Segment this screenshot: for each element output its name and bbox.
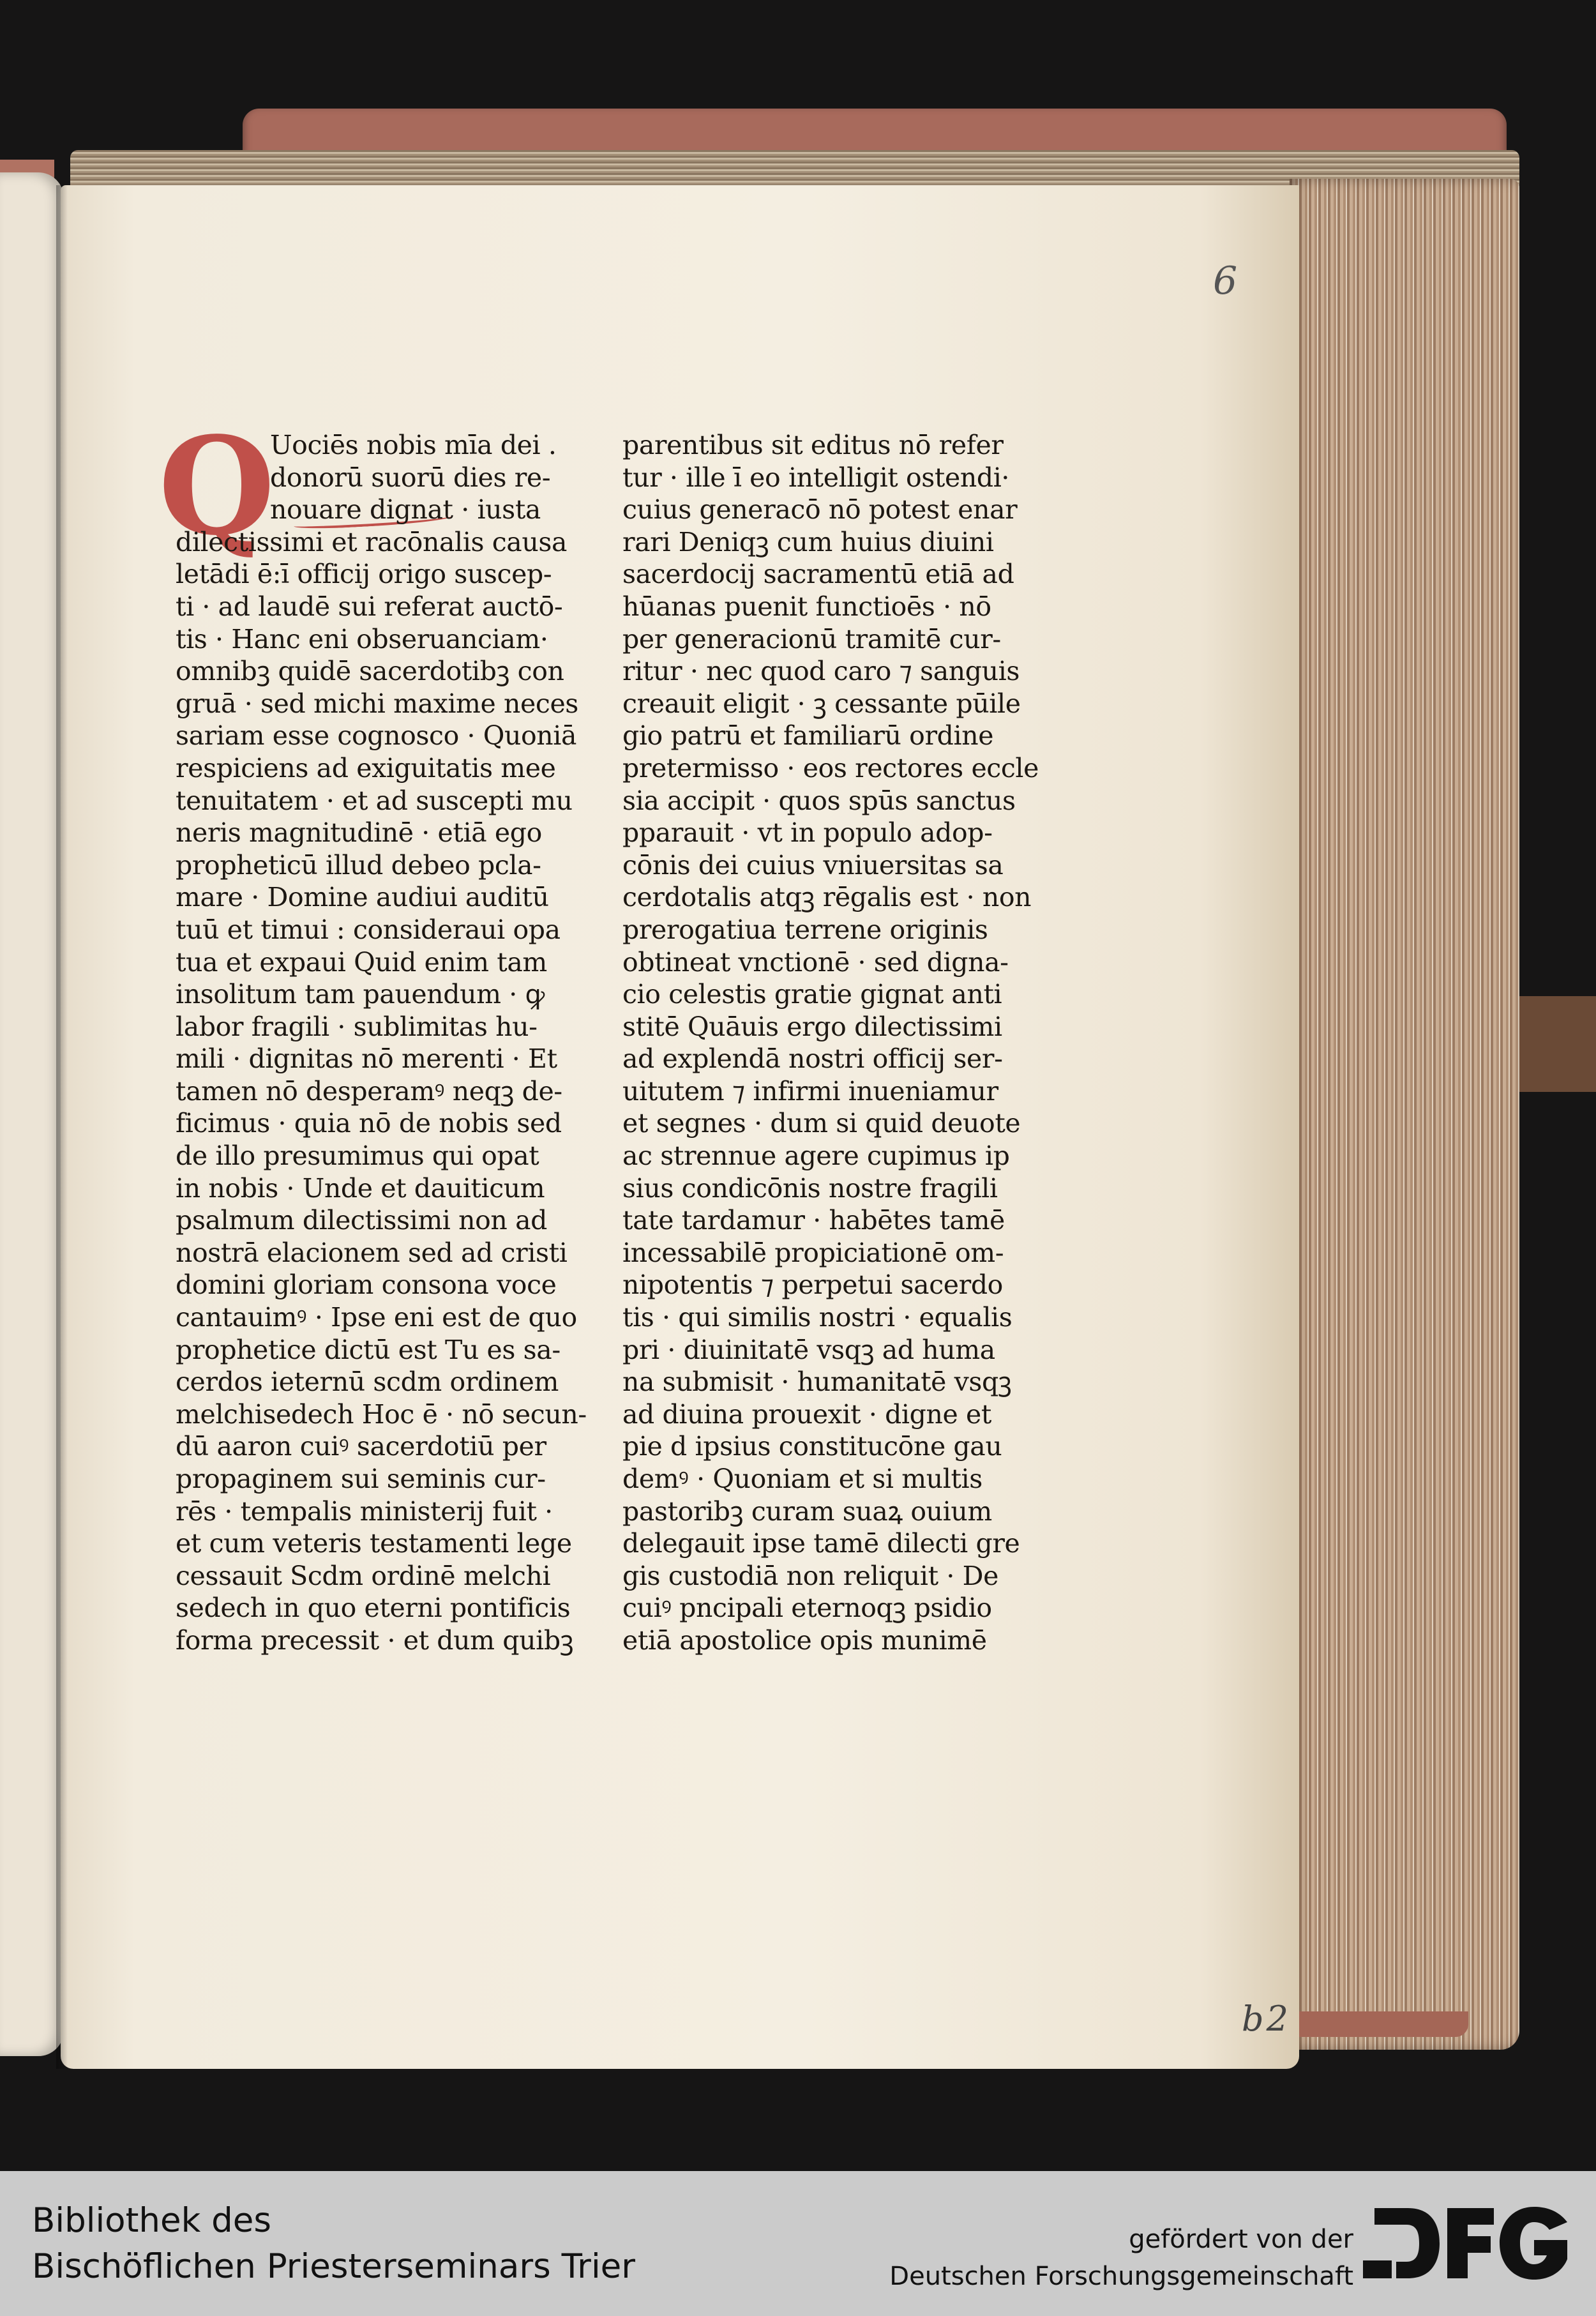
text-line: omnibꝫ quidē sacerdotibꝫ con <box>176 656 564 687</box>
text-line: cessauit Scdm ordinē melchi <box>176 1560 551 1591</box>
text-line: et segnes · dum si quid deuote <box>622 1108 1021 1139</box>
text-line: sariam esse cognosco · Quoniā <box>176 720 577 752</box>
funding-line-2: Deutschen Forschungsgemeinschaft <box>889 2262 1353 2291</box>
text-line: domini gloriam consona voce <box>176 1269 557 1301</box>
text-line: donorū suorū dies re- <box>270 462 551 493</box>
text-line: nipotentis ⁊ perpetui sacerdo <box>622 1269 1003 1301</box>
left-page-edge <box>0 172 64 2056</box>
text-line: et cum veteris testamenti lege <box>176 1528 572 1559</box>
text-line: ac strennue agere cupimus ip <box>622 1140 1010 1172</box>
text-line: tate tardamur · habētes tamē <box>622 1205 1005 1236</box>
text-line: etiā apostolice opis munimē <box>622 1624 987 1656</box>
text-line: propheticū illud debeo pcla- <box>176 849 541 881</box>
text-line: Uociēs nobis mīa dei . <box>270 430 557 460</box>
text-line: parentibus sit editus nō refer <box>622 430 1004 460</box>
gutter-shadow <box>56 185 68 2069</box>
text-line: nouare dignat · iusta <box>270 494 541 526</box>
footer-bar <box>0 2171 1596 2316</box>
text-line: pparauit · vt in populo adop- <box>622 817 993 849</box>
text-line: demꝰ · Quoniam et si multis <box>622 1464 982 1494</box>
text-line: cantauimꝰ · Ipse eni est de quo <box>176 1302 577 1333</box>
text-line: tur · ille ī eo intelligit ostendi· <box>622 462 1010 493</box>
folio-number: 6 <box>1213 259 1238 303</box>
text-line: mili · dignitas nō merenti · Et <box>176 1043 557 1075</box>
text-line: sius condicōnis nostre fragili <box>622 1172 998 1204</box>
text-line: tua et expaui Quid enim tam <box>176 946 547 978</box>
text-line: cerdotalis atqꝫ rēgalis est · non <box>622 882 1032 913</box>
text-line: obtineat vnctionē · sed digna- <box>622 946 1009 978</box>
text-line: rēs · tempalis ministerij fuit · <box>176 1495 553 1527</box>
text-line: tenuitatem · et ad suscepti mu <box>176 785 573 816</box>
text-line: tis · Hanc eni obseruanciam· <box>176 623 548 655</box>
text-line: mare · Domine audiui auditū <box>176 882 549 913</box>
text-line: propaginem sui seminis cur- <box>176 1464 546 1494</box>
text-line: tuū et timui : consideraui opa <box>176 914 561 945</box>
text-line: pie d ipsius constitucōne gau <box>622 1431 1002 1462</box>
rubricated-initial: Q <box>158 407 275 565</box>
text-line: cerdos ieternū scdm ordinem <box>176 1366 559 1398</box>
text-column-left <box>176 429 587 1657</box>
text-line: melchisedech Hoc ē · nō secun- <box>176 1398 587 1430</box>
text-line: ficimus · quia nō de nobis sed <box>176 1108 562 1139</box>
text-line: tis · qui similis nostri · equalis <box>622 1302 1013 1333</box>
text-line: rari Deniqꝫ cum huius diuini <box>622 526 994 557</box>
text-line: gis custodiā non reliquit · De <box>622 1560 998 1591</box>
text-line: stitē Quāuis ergo dilectissimi <box>622 1011 1002 1042</box>
text-line: sia accipit · quos spūs sanctus <box>622 785 1016 816</box>
text-line: creauit eligit · ꝫ cessante pūile <box>622 688 1021 719</box>
text-line: prerogatiua terrene originis <box>622 914 988 945</box>
text-line: cio celestis gratie gignat anti <box>622 979 1002 1010</box>
text-line: de illo presumimus qui opat <box>176 1140 539 1172</box>
text-line: uitutem ⁊ infirmi inueniamur <box>622 1075 998 1107</box>
text-line: labor fragili · sublimitas hu- <box>176 1011 538 1042</box>
page-block-fore-edge <box>1290 179 1519 2050</box>
dfg-logo <box>1363 2203 1574 2286</box>
library-line-1: Bibliothek des <box>32 2201 271 2240</box>
library-line-2: Bischöflichen Priesterseminars Trier <box>32 2247 636 2286</box>
text-line: forma precessit · et dum quibꝫ <box>176 1624 574 1656</box>
text-line: ad diuina prouexit · digne et <box>622 1398 991 1430</box>
text-line: gio patrū et familiarū ordine <box>622 720 994 752</box>
text-line: gruā · sed michi maxime neces <box>176 688 578 719</box>
funding-line-1: gefördert von der <box>1129 2225 1353 2254</box>
text-line: na submisit · humanitatē vsqꝫ <box>622 1366 1012 1398</box>
text-line: prophetice dictū est Tu es sa- <box>176 1334 561 1365</box>
signature-mark: b2 <box>1242 1999 1291 2039</box>
text-line: letādi ē:ī officij origo suscep- <box>176 559 552 590</box>
text-line: dilectissimi et racōnalis causa <box>176 526 568 557</box>
text-line: dū aaron cuiꝰ sacerdotiū per <box>176 1431 546 1462</box>
text-line: pri · diuinitatē vsqꝫ ad huma <box>622 1334 995 1365</box>
text-line: pastoribꝫ curam suaꝝ ouium <box>622 1495 992 1527</box>
text-line: per generacionū tramitē cur- <box>622 623 1001 655</box>
text-line: hūanas puenit functioēs · nō <box>622 591 991 622</box>
text-line: ad explendā nostri officij ser- <box>622 1043 1003 1075</box>
text-line: sedech in quo eterni pontificis <box>176 1593 571 1624</box>
text-line: cuius generacō nō potest enar <box>622 494 1018 526</box>
text-line: ti · ad laudē sui referat auctō- <box>176 591 563 622</box>
text-line: psalmum dilectissimi non ad <box>176 1205 547 1236</box>
text-column-right <box>622 429 1039 1657</box>
text-line: cōnis dei cuius vniuersitas sa <box>622 849 1004 881</box>
text-line: ritur · nec quod caro ⁊ sanguis <box>622 656 1020 687</box>
text-line: in nobis · Unde et dauiticum <box>176 1172 545 1204</box>
text-line: nostrā elacionem sed ad cristi <box>176 1237 568 1268</box>
text-line: tamen nō desperamꝰ neqꝫ de- <box>176 1075 562 1107</box>
text-line: respiciens ad exiguitatis mee <box>176 752 556 783</box>
library-credit <box>32 2198 635 2290</box>
text-line: insolitum tam pauendum · ꝙ <box>176 979 545 1010</box>
text-line: pretermisso · eos rectores eccle <box>622 752 1039 783</box>
text-line: neris magnitudinē · etiā ego <box>176 817 542 849</box>
text-line: sacerdocij sacramentū etiā ad <box>622 559 1014 590</box>
funding-credit <box>889 2221 1353 2295</box>
text-line: cuiꝰ pncipali eternoqꝫ psidio <box>622 1593 992 1624</box>
text-line: incessabilē propiciationē om- <box>622 1237 1004 1268</box>
text-line: delegauit ipse tamē dilecti gre <box>622 1528 1020 1559</box>
